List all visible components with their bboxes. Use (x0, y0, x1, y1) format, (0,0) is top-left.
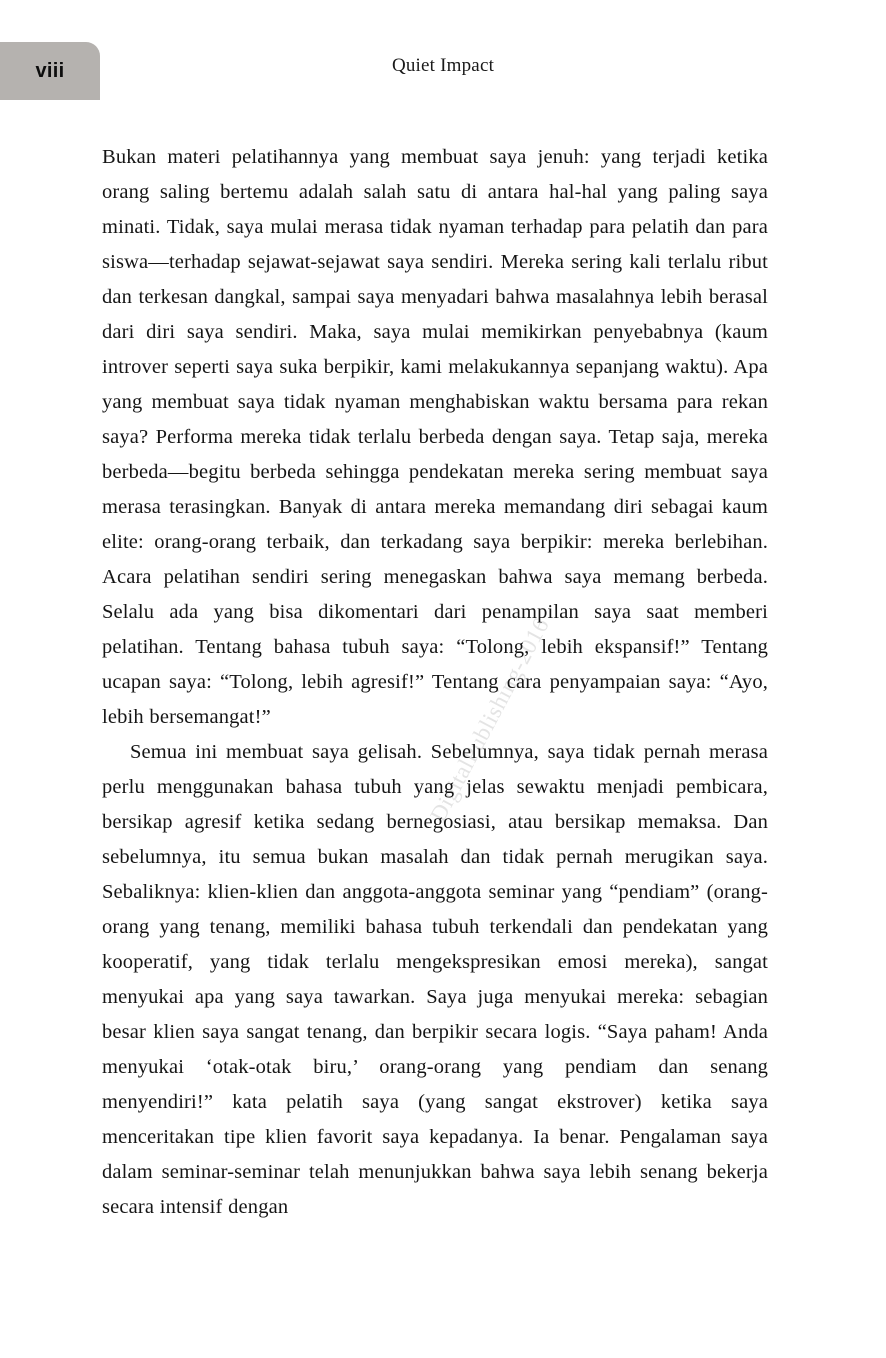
running-head-title: Quiet Impact (391, 55, 495, 76)
paragraph-1: Bukan materi pelatihannya yang membuat saya jenuh: yang terjadi ketika orang saling bertemu adalah salah satu di antara hal-hal yang paling saya minati. Tidak, saya mulai merasa tidak nyaman terhadap para pelatih dan para siswa—terhadap sejawat-sejawat saya sendiri. Mereka sering kali terlalu ribut dan terkesan dangkal, sampai saya menyadari bahwa masalahnya lebih berasal dari diri saya sendiri. Maka, saya mulai memikirkan penyebabnya (kaum introver seperti saya suka berpikir, kami melakukannya sepanjang waktu). Apa yang membuat saya tidak nyaman menghabiskan waktu bersama para rekan saya? Performa mereka tidak terlalu berbeda dengan saya. Tetap saja, mereka berbeda—begitu berbeda sehingga pendekatan mereka sering membuat saya merasa terasingkan. Banyak di antara mereka memandang diri sebagai kaum elite: orang-orang terbaik, dan terkadang saya berpikir: mereka berlebihan. Acara pelatihan sendiri sering menegaskan bahwa saya memang berbeda. Selalu ada yang bisa dikomentari dari penampilan saya saat memberi pelatihan. Tentang bahasa tubuh saya: “Tolong, lebih ekspansif!” Tentang ucapan saya: “Tolong, lebih agresif!” Tentang cara penyampaian saya: “Ayo, lebih bersemangat!” (102, 146, 768, 728)
page-header (0, 0, 886, 110)
paragraph-2: Semua ini membuat saya gelisah. Sebelumnya, saya tidak pernah merasa perlu menggunakan bahasa tubuh yang jelas sewaktu menjadi pembicara, bersikap agresif ketika sedang bernegosiasi, atau bersikap memaksa. Dan sebelumnya, itu semua bukan masalah dan tidak pernah merugikan saya. Sebaliknya: klien-klien dan anggota-anggota seminar yang “pendiam” (orang-orang yang tenang, memiliki bahasa tubuh terkendali dan pendekatan yang kooperatif, yang tidak terlalu mengekspresikan emosi mereka), sangat menyukai apa yang saya tawarkan. Saya juga menyukai mereka: sebagian besar klien saya sangat tenang, dan berpikir secara logis. “Saya paham! Anda menyukai ‘otak-otak biru,’ orang-orang yang pendiam dan senang menyendiri!” kata pelatih saya (yang sangat ekstrover) ketika saya menceritakan tipe klien favorit saya kepadanya. Ia benar. Pengalaman saya dalam seminar-seminar telah menunjukkan bahwa saya lebih senang bekerja secara intensif dengan (102, 741, 768, 1218)
page-number: viii (35, 59, 65, 82)
watermark-text: DigitalPublishing-2016 (425, 613, 554, 826)
body-text-block (102, 140, 768, 1225)
